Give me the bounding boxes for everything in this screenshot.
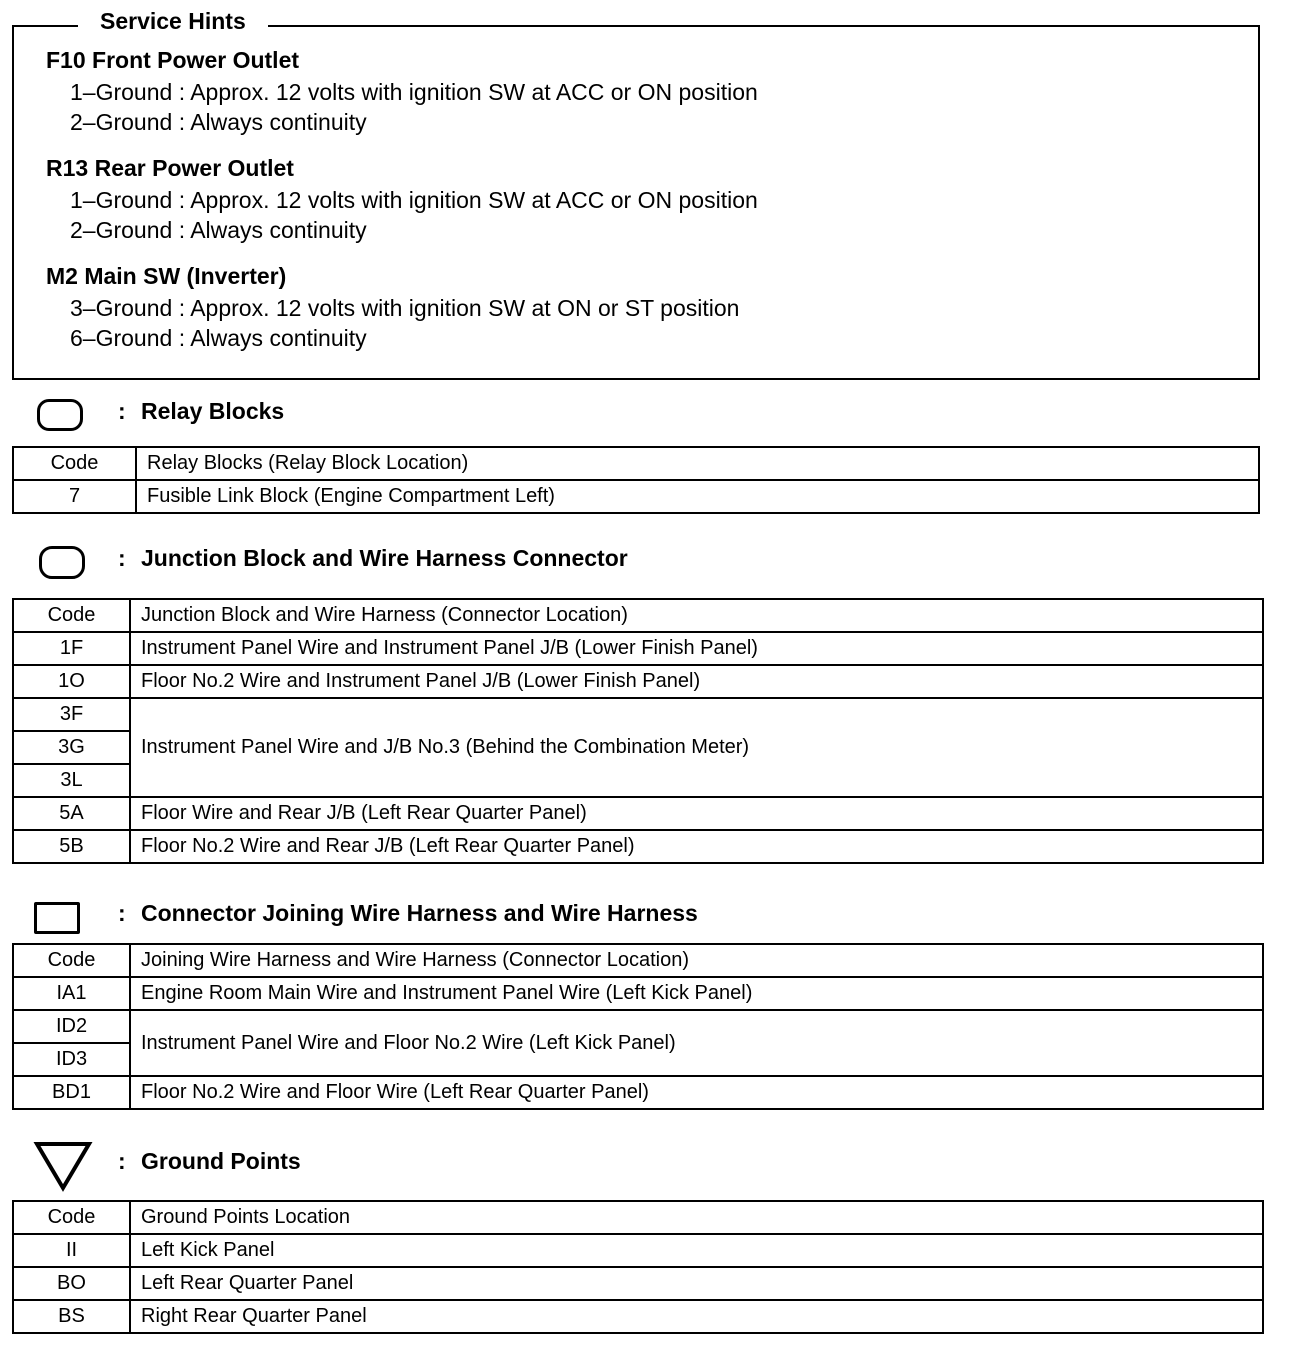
code-cell: 1F bbox=[13, 632, 130, 665]
desc-header: Relay Blocks (Relay Block Location) bbox=[136, 447, 1259, 480]
table-row bbox=[13, 830, 1263, 863]
table-row bbox=[13, 632, 1263, 665]
code-cell: 3F bbox=[13, 698, 130, 731]
desc-cell: Left Rear Quarter Panel bbox=[130, 1267, 1263, 1300]
desc-cell: Floor No.2 Wire and Floor Wire (Left Rear Quarter Panel) bbox=[130, 1076, 1263, 1109]
relay-blocks-colon: : bbox=[118, 398, 126, 424]
table-row bbox=[13, 977, 1263, 1010]
table-row bbox=[13, 1300, 1263, 1333]
code-cell: II bbox=[13, 1234, 130, 1267]
code-cell: BS bbox=[13, 1300, 130, 1333]
code-cell: BD1 bbox=[13, 1076, 130, 1109]
table-header-row bbox=[13, 944, 1263, 977]
relay-block-icon bbox=[37, 399, 83, 431]
hint-heading-r13: R13 Rear Power Outlet bbox=[46, 155, 294, 181]
junction-blocks-colon: : bbox=[118, 545, 126, 571]
code-header: Code bbox=[13, 447, 136, 480]
table-row bbox=[13, 1076, 1263, 1109]
ground-points-title: Ground Points bbox=[141, 1148, 301, 1174]
code-cell: IA1 bbox=[13, 977, 130, 1010]
junction-block-icon bbox=[39, 546, 85, 579]
hint-line: 1–Ground : Approx. 12 volts with ignition SW at ACC or ON position bbox=[70, 79, 758, 105]
relay-blocks-title: Relay Blocks bbox=[141, 398, 285, 424]
code-cell: 5B bbox=[13, 830, 130, 863]
code-header: Code bbox=[13, 944, 130, 977]
desc-header: Ground Points Location bbox=[130, 1201, 1263, 1234]
hint-line: 3–Ground : Approx. 12 volts with ignition SW at ON or ST position bbox=[70, 295, 740, 321]
relay-blocks-table bbox=[12, 446, 1260, 514]
table-header-row bbox=[13, 447, 1259, 480]
ground-points-colon: : bbox=[118, 1148, 126, 1174]
hint-line: 6–Ground : Always continuity bbox=[70, 325, 367, 351]
code-cell: BO bbox=[13, 1267, 130, 1300]
desc-cell: Floor No.2 Wire and Instrument Panel J/B (Lower Finish Panel) bbox=[130, 665, 1263, 698]
code-cell: ID3 bbox=[13, 1043, 130, 1076]
desc-header: Junction Block and Wire Harness (Connector Location) bbox=[130, 599, 1263, 632]
code-cell: 3L bbox=[13, 764, 130, 797]
code-cell: 7 bbox=[13, 480, 136, 513]
junction-blocks-title: Junction Block and Wire Harness Connector bbox=[141, 545, 628, 571]
table-header-row bbox=[13, 1201, 1263, 1234]
code-header: Code bbox=[13, 599, 130, 632]
hint-line: 2–Ground : Always continuity bbox=[70, 217, 367, 243]
junction-blocks-table bbox=[12, 598, 1264, 864]
code-cell: 1O bbox=[13, 665, 130, 698]
connector-icon bbox=[34, 902, 80, 934]
table-row bbox=[13, 1267, 1263, 1300]
ground-point-icon bbox=[33, 1140, 93, 1192]
hint-line: 2–Ground : Always continuity bbox=[70, 109, 367, 135]
desc-cell: Left Kick Panel bbox=[130, 1234, 1263, 1267]
desc-cell: Right Rear Quarter Panel bbox=[130, 1300, 1263, 1333]
ground-points-table bbox=[12, 1200, 1264, 1334]
connectors-title: Connector Joining Wire Harness and Wire Harness bbox=[141, 900, 698, 926]
desc-cell: Instrument Panel Wire and Floor No.2 Wire (Left Kick Panel) bbox=[130, 1010, 1263, 1076]
desc-header: Joining Wire Harness and Wire Harness (Connector Location) bbox=[130, 944, 1263, 977]
connectors-colon: : bbox=[118, 900, 126, 926]
table-row bbox=[13, 797, 1263, 830]
hint-heading-m2: M2 Main SW (Inverter) bbox=[46, 263, 287, 289]
desc-cell: Engine Room Main Wire and Instrument Panel Wire (Left Kick Panel) bbox=[130, 977, 1263, 1010]
desc-cell: Instrument Panel Wire and J/B No.3 (Behind the Combination Meter) bbox=[130, 698, 1263, 797]
table-row bbox=[13, 480, 1259, 513]
table-header-row bbox=[13, 599, 1263, 632]
table-row bbox=[13, 1010, 1263, 1043]
code-cell: 5A bbox=[13, 797, 130, 830]
desc-cell: Floor No.2 Wire and Rear J/B (Left Rear Quarter Panel) bbox=[130, 830, 1263, 863]
service-hints-title: Service Hints bbox=[78, 6, 268, 36]
table-row bbox=[13, 698, 1263, 731]
code-cell: ID2 bbox=[13, 1010, 130, 1043]
desc-cell: Fusible Link Block (Engine Compartment Left) bbox=[136, 480, 1259, 513]
table-row bbox=[13, 1234, 1263, 1267]
code-header: Code bbox=[13, 1201, 130, 1234]
desc-cell: Instrument Panel Wire and Instrument Panel J/B (Lower Finish Panel) bbox=[130, 632, 1263, 665]
hint-heading-f10: F10 Front Power Outlet bbox=[46, 47, 300, 73]
code-cell: 3G bbox=[13, 731, 130, 764]
connectors-table bbox=[12, 943, 1264, 1110]
hint-line: 1–Ground : Approx. 12 volts with ignition SW at ACC or ON position bbox=[70, 187, 758, 213]
desc-cell: Floor Wire and Rear J/B (Left Rear Quarter Panel) bbox=[130, 797, 1263, 830]
table-row bbox=[13, 665, 1263, 698]
